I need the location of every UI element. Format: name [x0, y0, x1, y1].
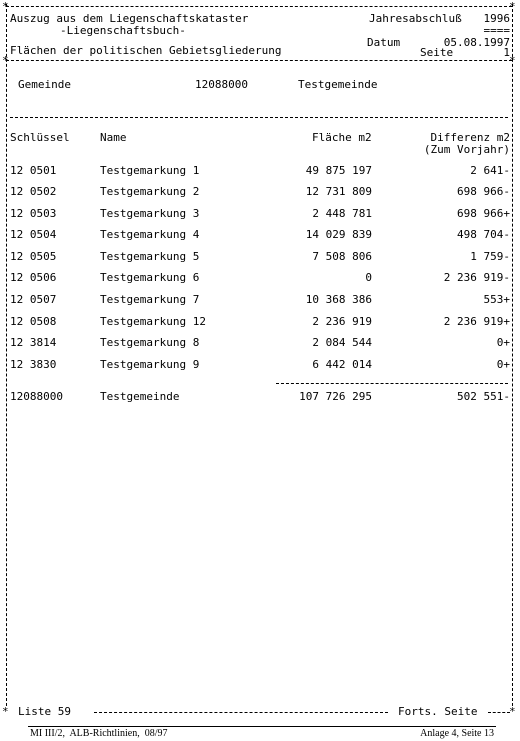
row-diff: 698 966+	[457, 207, 510, 220]
frame-bottom	[94, 712, 388, 713]
row-name: Testgemarkung 8	[100, 336, 200, 349]
row-area: 12 731 809	[305, 185, 372, 198]
row-name: Testgemarkung 1	[100, 164, 200, 177]
row-key: 12 0506	[10, 271, 57, 284]
corner-bottom-right: *	[509, 705, 516, 718]
separator-star-right: *	[509, 54, 516, 67]
continued-label: Forts. Seite	[398, 705, 478, 718]
row-key: 12 0502	[10, 185, 57, 198]
total-diff: 502 551-	[457, 390, 510, 403]
row-name: Testgemarkung 6	[100, 271, 200, 284]
row-key: 12 3830	[10, 358, 57, 371]
row-diff: 0+	[496, 336, 510, 349]
page-label: Seite	[420, 46, 454, 59]
row-name: Testgemarkung 3	[100, 207, 200, 220]
row-name: Testgemarkung 12	[100, 315, 206, 328]
corner-top-left: *	[2, 0, 9, 13]
year-underline: ====	[483, 24, 510, 37]
corner-bottom-left: *	[2, 705, 9, 718]
row-name: Testgemarkung 4	[100, 228, 200, 241]
separator-star-left: *	[2, 54, 9, 67]
col-header-name: Name	[100, 131, 127, 144]
row-area: 2 448 781	[312, 207, 372, 220]
frame-right	[512, 4, 513, 706]
footer-right: Anlage 4, Seite 13	[420, 728, 494, 739]
row-name: Testgemarkung 2	[100, 185, 200, 198]
row-diff: 2 236 919-	[443, 271, 510, 284]
year-label: Jahresabschluß	[369, 12, 462, 25]
footer-left: MI III/2, ALB-Richtlinien, 08/97	[30, 728, 168, 739]
row-area: 7 508 806	[312, 250, 372, 263]
col-header-area: Fläche m2	[312, 131, 372, 144]
header-separator	[6, 60, 512, 61]
row-key: 12 0508	[10, 315, 57, 328]
row-area: 14 029 839	[305, 228, 372, 241]
list-label: Liste 59	[18, 705, 71, 718]
row-key: 12 0501	[10, 164, 57, 177]
frame-bottom-right	[488, 712, 510, 713]
row-name: Testgemarkung 9	[100, 358, 200, 371]
row-diff: 553+	[483, 293, 510, 306]
total-separator	[276, 383, 508, 384]
row-diff: 0+	[496, 358, 510, 371]
date-value: 05.08.1997	[443, 36, 510, 49]
col-header-diff-sub: (Zum Vorjahr)	[423, 143, 510, 156]
frame-left	[6, 4, 7, 706]
col-header-diff: Differenz m2	[430, 131, 510, 144]
row-area: 49 875 197	[305, 164, 372, 177]
row-key: 12 0505	[10, 250, 57, 263]
row-key: 12 0504	[10, 228, 57, 241]
row-area: 2 236 919	[312, 315, 372, 328]
row-name: Testgemarkung 7	[100, 293, 200, 306]
row-diff: 1 759-	[470, 250, 510, 263]
year-value: 1996	[483, 12, 510, 25]
row-area: 0	[365, 271, 372, 284]
row-diff: 2 236 919+	[443, 315, 510, 328]
row-diff: 2 641-	[470, 164, 510, 177]
total-name: Testgemeinde	[100, 390, 180, 403]
row-diff: 698 966-	[457, 185, 510, 198]
row-name: Testgemarkung 5	[100, 250, 200, 263]
row-key: 12 0507	[10, 293, 57, 306]
gemeinde-separator	[10, 117, 508, 118]
report-subtitle-book: -Liegenschaftsbuch-	[60, 24, 186, 37]
frame-top	[6, 6, 512, 7]
row-area: 10 368 386	[305, 293, 372, 306]
gemeinde-label: Gemeinde	[18, 78, 71, 91]
total-area: 107 726 295	[299, 390, 372, 403]
total-key: 12088000	[10, 390, 63, 403]
report-title: Auszug aus dem Liegenschaftskataster	[10, 12, 249, 25]
corner-top-right: *	[509, 0, 516, 13]
row-area: 2 084 544	[312, 336, 372, 349]
row-key: 12 0503	[10, 207, 57, 220]
gemeinde-code: 12088000	[195, 78, 248, 91]
page-subtitle: Flächen der politischen Gebietsgliederung	[10, 44, 282, 57]
row-key: 12 3814	[10, 336, 57, 349]
page-number: 1	[503, 46, 510, 59]
date-label: Datum	[367, 36, 401, 49]
footer-rule	[28, 726, 496, 727]
gemeinde-name: Testgemeinde	[298, 78, 378, 91]
col-header-key: Schlüssel	[10, 131, 70, 144]
row-diff: 498 704-	[457, 228, 510, 241]
row-area: 6 442 014	[312, 358, 372, 371]
